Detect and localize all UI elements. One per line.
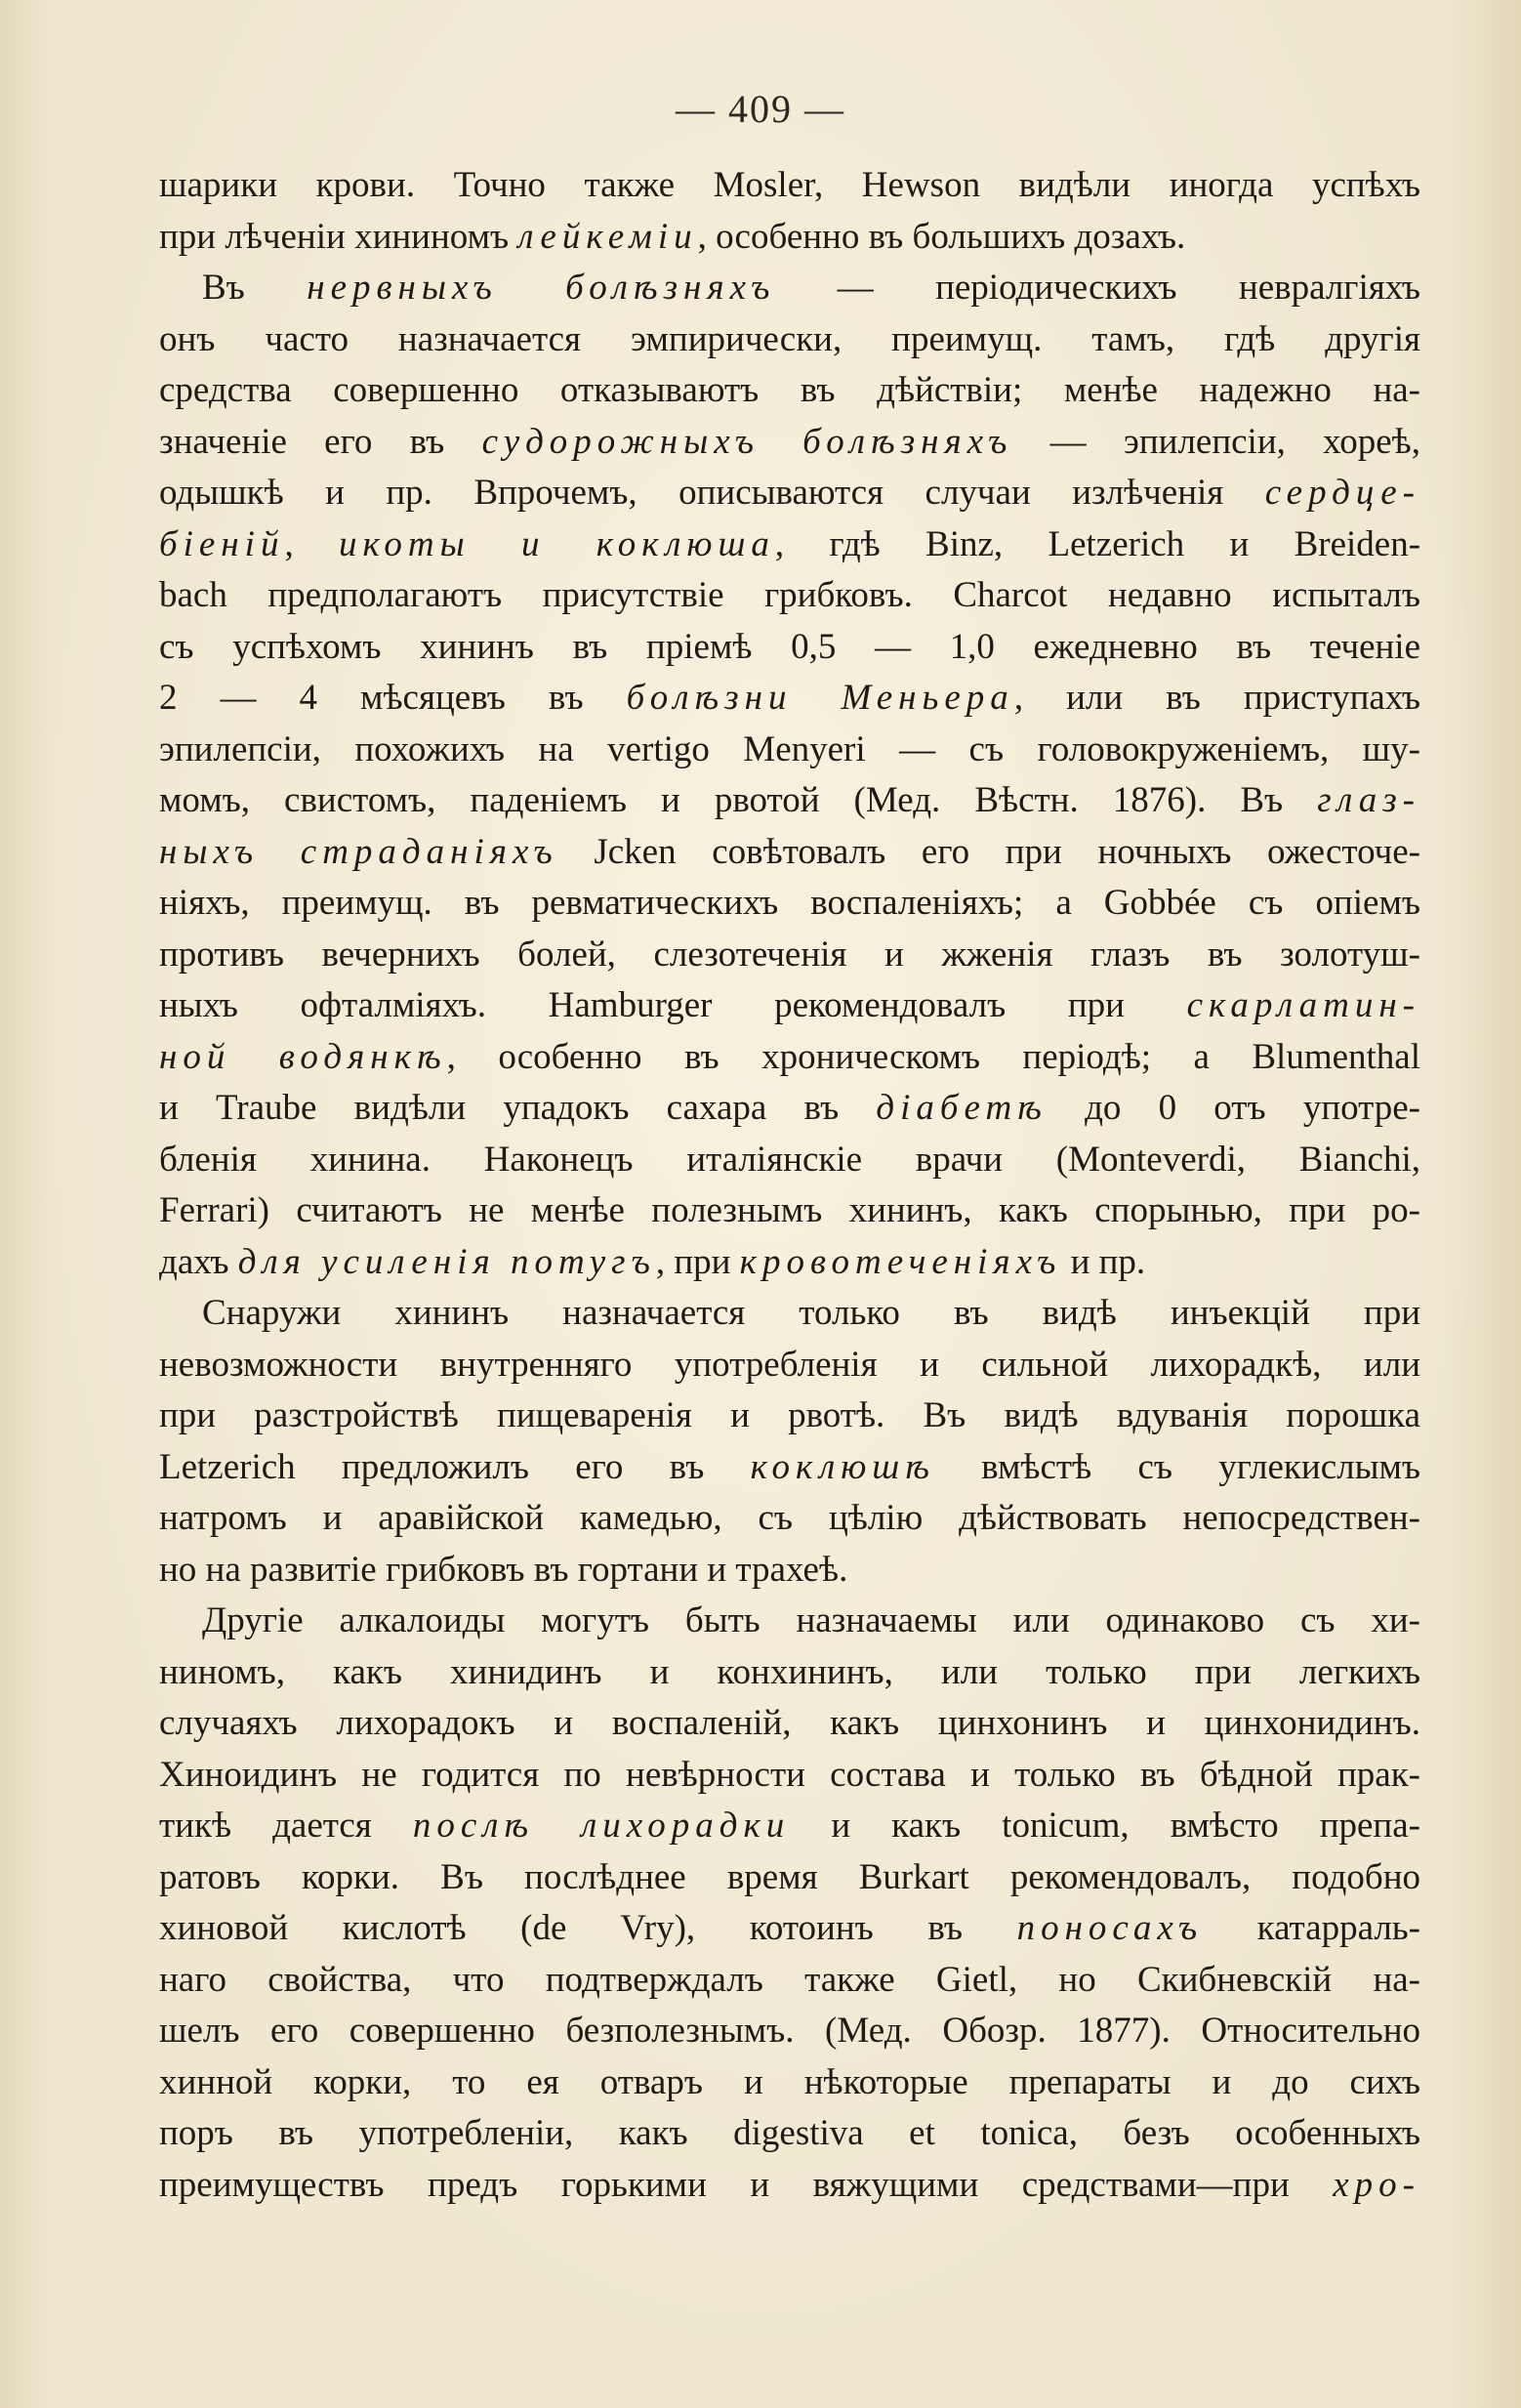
text-segment: противъ вечернихъ болей, слезотеченія и жженія глазъ въ золотуш- [159, 934, 1420, 975]
text-segment: Letzerich предложилъ его въ [159, 1446, 751, 1487]
text-line [159, 980, 1420, 1032]
text-line [159, 1185, 1420, 1237]
text-segment: Снаружи хининъ назначается только въ видѣ инъекцій при [202, 1293, 1420, 1333]
text-segment: , или въ приступахъ [1013, 678, 1420, 718]
text-line [159, 1903, 1420, 1955]
text-segment: тикѣ дается [159, 1806, 413, 1846]
text-line [159, 622, 1420, 674]
emphasized-term: нервныхъ болѣзняхъ [307, 268, 776, 308]
text-segment: хинной корки, то ея отваръ и нѣкоторые препараты и до сихъ [159, 2061, 1420, 2102]
text-segment: съ успѣхомъ хининъ въ пріемѣ 0,5 — 1,0 ежедневно въ теченіе [159, 626, 1420, 667]
text-line [159, 878, 1420, 930]
text-segment: , особенно въ хроническомъ періодѣ; а Blumenthal [446, 1036, 1420, 1077]
text-segment: невозможности внутренняго употребленія и сильной лихорадкѣ, или [159, 1344, 1420, 1385]
text-segment: преимуществъ предъ горькими и вяжущими средствами—при [159, 2164, 1334, 2205]
text-segment: хиновой кислотѣ (de Vry), котоинъ въ [159, 1908, 1017, 1948]
text-segment: эпилепсіи, похожихъ на vertigo Menyeri — съ головокруженіемъ, шу- [159, 728, 1420, 769]
text-segment: ныхъ офталміяхъ. Hamburger рекомендовалъ при [159, 985, 1187, 1025]
text-segment: вмѣстѣ съ углекислымъ [934, 1446, 1420, 1487]
text-line [159, 827, 1420, 879]
text-segment: дахъ [159, 1241, 238, 1282]
text-segment: средства совершенно отказываютъ въ дѣйствіи; менѣе надежно на- [159, 370, 1420, 410]
text-segment: Хиноидинъ не годится по невѣрности состава и только въ бѣдной прак- [159, 1754, 1420, 1795]
text-segment: натромъ и аравійской камедью, съ цѣлію дѣйствовать непосредствен- [159, 1498, 1420, 1538]
emphasized-term: для усиленія потугъ [237, 1241, 656, 1282]
paragraph [159, 160, 1420, 263]
text-segment: онъ часто назначается эмпирически, преимущ. тамъ, гдѣ другія [159, 318, 1420, 359]
text-segment: ниномъ, какъ хинидинъ и конхининъ, или только при легкихъ [159, 1651, 1420, 1692]
emphasized-term: глаз- [1317, 780, 1420, 820]
text-line [159, 1442, 1420, 1494]
text-line [159, 1288, 1420, 1340]
text-segment: Другіе алкалоиды могутъ быть назначаемы или одинаково съ хи- [202, 1600, 1420, 1640]
text-segment: bach предполагаютъ присутствіе грибковъ. Charcot недавно испыталъ [159, 575, 1420, 615]
text-line [159, 1032, 1420, 1084]
text-segment: , гдѣ Binz, Letzerich и Breiden- [774, 523, 1420, 564]
text-segment: одышкѣ и пр. Впрочемъ, описываются случаи излѣченія [159, 473, 1265, 513]
text-segment: и Traube видѣли упадокъ сахара въ [159, 1088, 877, 1128]
text-segment: , особенно въ большихъ дозахъ. [697, 216, 1186, 257]
text-line [159, 1955, 1420, 2007]
text-line [159, 1801, 1420, 1852]
emphasized-term: ной водянкѣ [159, 1036, 447, 1077]
text-line [159, 2108, 1420, 2160]
text-segment: ратовъ корки. Въ послѣднее время Burkart рекомендовалъ, подобно [159, 1856, 1420, 1897]
text-segment: , [284, 523, 340, 564]
paragraph [159, 1596, 1420, 2211]
text-line [159, 365, 1420, 417]
emphasized-term: коклюшѣ [750, 1446, 935, 1487]
text-segment: — эпилепсіи, хореѣ, [1012, 421, 1420, 462]
text-line [159, 930, 1420, 981]
text-line [159, 2057, 1420, 2109]
body-text [159, 160, 1420, 2211]
emphasized-term: ныхъ страданіяхъ [159, 831, 558, 872]
emphasized-term: біеній [159, 523, 285, 564]
emphasized-term: кровотеченіяхъ [739, 1241, 1062, 1282]
text-segment: момъ, свистомъ, паденіемъ и рвотой (Мед. Вѣстн. 1876). Въ [159, 780, 1318, 820]
text-line [159, 519, 1420, 571]
text-line [159, 212, 1420, 264]
text-segment: бленія хинина. Наконецъ италіянскіе врачи (Monteverdi, Bianchi, [159, 1139, 1420, 1180]
text-line [159, 2160, 1420, 2212]
text-segment: катарраль- [1203, 1908, 1420, 1948]
text-line [159, 1493, 1420, 1545]
text-segment: при лѣченіи хининомъ [159, 216, 518, 257]
text-line [159, 570, 1420, 622]
emphasized-term: болѣзни Меньера [626, 678, 1014, 718]
text-segment: 2 — 4 мѣсяцевъ въ [159, 678, 627, 718]
text-segment: до 0 отъ употре- [1047, 1088, 1420, 1128]
text-line [159, 1545, 1420, 1597]
text-segment: шелъ его совершенно безполезнымъ. (Мед. Обозр. 1877). Относительно [159, 2011, 1420, 2051]
text-segment: случаяхъ лихорадокъ и воспаленій, какъ цинхонинъ и цинхонидинъ. [159, 1703, 1420, 1743]
text-line [159, 1852, 1420, 1904]
text-segment: Ferrari) считаютъ не менѣе полезнымъ хининъ, какъ спорынью, при ро- [159, 1190, 1420, 1230]
emphasized-term: сердце- [1264, 473, 1420, 513]
emphasized-term: судорожныхъ болѣзняхъ [481, 421, 1013, 462]
text-segment: и пр. [1061, 1241, 1146, 1282]
text-line [159, 417, 1420, 469]
text-segment: шарики крови. Точно также Mosler, Hewson видѣли иногда успѣхъ [159, 165, 1420, 205]
paragraph [159, 263, 1420, 1288]
text-line [159, 1596, 1420, 1647]
text-segment: но на развитіе грибковъ въ гортани и трахеѣ. [159, 1549, 848, 1590]
text-line [159, 1135, 1420, 1186]
text-segment: ніяхъ, преимущ. въ ревматическихъ воспаленіяхъ; а Gobbée съ опіемъ [159, 883, 1420, 923]
text-line [159, 2006, 1420, 2057]
text-segment: и какъ tonicum, вмѣсто препа- [790, 1806, 1420, 1846]
text-segment: , при [655, 1241, 740, 1282]
text-segment: — періодическихъ невралгіяхъ [775, 268, 1420, 308]
text-segment: Въ [202, 268, 308, 308]
text-segment: Jcken совѣтовалъ его при ночныхъ ожесточе- [557, 831, 1420, 872]
text-line [159, 775, 1420, 827]
text-line [159, 1340, 1420, 1391]
emphasized-term: икоты и коклюша [339, 523, 775, 564]
page-number: — 409 — [676, 87, 845, 131]
paragraph [159, 1288, 1420, 1596]
text-line [159, 1750, 1420, 1802]
text-line [159, 314, 1420, 366]
emphasized-term: лейкеміи [517, 216, 698, 257]
text-segment: наго свойства, что подтверждалъ также Gietl, но Скибневскій на- [159, 1959, 1420, 2000]
text-line [159, 1237, 1420, 1289]
text-line [159, 725, 1420, 776]
emphasized-term: поносахъ [1016, 1908, 1204, 1948]
emphasized-term: хро- [1333, 2164, 1420, 2205]
text-line [159, 263, 1420, 314]
text-segment: поръ въ употребленіи, какъ digestiva et tonica, безъ особенныхъ [159, 2113, 1420, 2153]
text-line [159, 1391, 1420, 1442]
text-line [159, 160, 1420, 212]
text-line [159, 468, 1420, 519]
text-segment: значеніе его въ [159, 421, 482, 462]
emphasized-term: послѣ лихорадки [412, 1806, 791, 1846]
text-line [159, 1698, 1420, 1750]
emphasized-term: діабетѣ [876, 1088, 1048, 1128]
text-line [159, 1647, 1420, 1699]
text-segment: при разстройствѣ пищеваренія и рвотѣ. Въ видѣ вдуванія порошка [159, 1395, 1420, 1435]
text-line [159, 1083, 1420, 1135]
emphasized-term: скарлатин- [1186, 985, 1420, 1025]
text-line [159, 673, 1420, 725]
